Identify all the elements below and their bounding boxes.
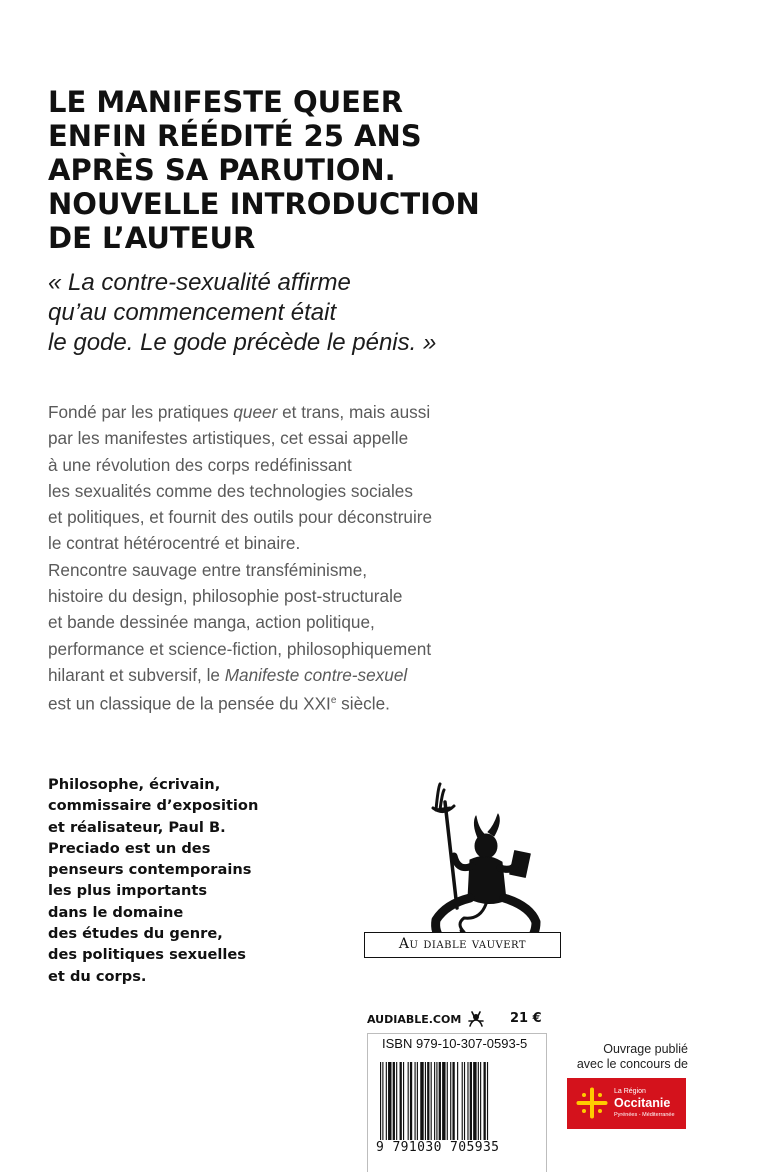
- barcode-bar: [415, 1062, 416, 1140]
- quote-line: le gode. Le gode précède le pénis. »: [48, 329, 437, 356]
- barcode-bar: [393, 1062, 395, 1140]
- publisher-name-banner: [364, 932, 561, 958]
- support-line: Ouvrage publié: [603, 1042, 688, 1056]
- publisher-website: AUDIABLE.COM: [367, 1013, 462, 1026]
- blurb-line: performance et science-fiction, philosophiquement: [48, 638, 432, 659]
- barcode-bar: [462, 1062, 463, 1140]
- barcode-bar: [439, 1062, 441, 1140]
- barcode-bar: [396, 1062, 397, 1140]
- barcode-bar: [380, 1062, 381, 1140]
- barcode-bar: [480, 1062, 481, 1140]
- headline-line: NOUVELLE INTRODUCTION: [48, 187, 480, 221]
- bio-line: dans le domaine: [48, 903, 184, 921]
- headline-line: APRÈS SA PARUTION.: [48, 153, 396, 187]
- barcode-bar: [400, 1062, 402, 1140]
- emphasis-queer: queer: [233, 402, 278, 422]
- barcode-bar: [487, 1062, 488, 1140]
- blurb-line: hilarant et subversif, le Manifeste contre-sexuel: [48, 664, 408, 685]
- barcode-bars: [380, 1062, 530, 1140]
- bio-line: des politiques sexuelles: [48, 946, 246, 964]
- publisher-name: Au diable vauvert: [398, 936, 527, 952]
- region-subtitle: Pyrénées - Méditerranée: [614, 1112, 675, 1118]
- barcode-bar: [478, 1062, 479, 1140]
- barcode-bar: [467, 1062, 468, 1140]
- author-bio: [48, 774, 328, 987]
- barcode-bar: [484, 1062, 486, 1140]
- mini-devil-icon: [467, 1010, 485, 1028]
- blurb-line: le contrat hétérocentré et binaire.: [48, 533, 301, 554]
- barcode-bar: [386, 1062, 387, 1140]
- blurb-line: par les manifestes artistiques, cet essai appelle: [48, 428, 409, 449]
- publisher-info-row: [367, 1010, 547, 1030]
- bio-line: et du corps.: [48, 967, 147, 985]
- barcode-bar: [442, 1062, 445, 1140]
- blurb-line: histoire du design, philosophie post-structurale: [48, 586, 403, 607]
- barcode-panel: [367, 1033, 547, 1172]
- bio-line: penseurs contemporains: [48, 861, 252, 879]
- blurb-line: les sexualités comme des technologies sociales: [48, 480, 413, 501]
- headline: [48, 85, 728, 255]
- blurb-text: [48, 399, 728, 717]
- barcode-bar: [427, 1062, 429, 1140]
- bio-line: et réalisateur, Paul B.: [48, 818, 226, 836]
- region-small-label: La Région: [614, 1088, 646, 1095]
- occitan-cross-icon: [576, 1087, 608, 1119]
- headline-line: ENFIN RÉÉDITÉ 25 ANS: [48, 119, 422, 153]
- quote-line: qu’au commencement était: [48, 299, 337, 326]
- book-title-emphasis: Manifeste contre-sexuel: [224, 664, 408, 685]
- pull-quote: [48, 268, 728, 358]
- blurb-line: à une révolution des corps redéfinissant: [48, 454, 352, 475]
- barcode-bar: [388, 1062, 391, 1140]
- barcode-bar: [382, 1062, 383, 1140]
- barcode-bar: [434, 1062, 435, 1140]
- barcode-bar: [457, 1062, 458, 1140]
- blurb-line: et politiques, et fournit des outils pour déconstruire: [48, 507, 433, 528]
- bio-line: Philosophe, écrivain,: [48, 776, 221, 793]
- barcode-bar: [450, 1062, 451, 1140]
- headline-line: DE L’AUTEUR: [48, 221, 256, 255]
- headline-line: LE MANIFESTE QUEER: [48, 85, 404, 119]
- support-line: avec le concours de: [576, 1057, 688, 1071]
- barcode-digits: 9 791030 705935: [376, 1140, 500, 1155]
- barcode-bar: [425, 1062, 426, 1140]
- blurb-line: et bande dessinée manga, action politique,: [48, 612, 375, 633]
- blurb-line: Fondé par les pratiques queer et trans, mais aussi: [48, 402, 431, 422]
- barcode-bar: [470, 1062, 472, 1140]
- barcode-bar: [464, 1062, 465, 1140]
- barcode-bar: [408, 1062, 409, 1140]
- barcode-bar: [403, 1062, 404, 1140]
- bio-line: des études du genre,: [48, 925, 223, 943]
- blurb-line: Rencontre sauvage entre transféminisme,: [48, 559, 368, 580]
- quote-line: « La contre-sexualité affirme: [48, 269, 351, 296]
- barcode-bar: [452, 1062, 454, 1140]
- bio-line: Preciado est un des: [48, 839, 211, 857]
- barcode-bar: [417, 1062, 418, 1140]
- bio-line: les plus importants: [48, 882, 208, 900]
- barcode-bar: [447, 1062, 448, 1140]
- barcode-bar: [431, 1062, 432, 1140]
- region-name: Occitanie: [614, 1096, 671, 1110]
- barcode-bar: [410, 1062, 412, 1140]
- barcode-bar: [473, 1062, 476, 1140]
- region-occitanie-logo: [567, 1078, 686, 1129]
- bio-line: commissaire d’exposition: [48, 797, 259, 815]
- price: 21 €: [510, 1011, 542, 1026]
- support-notice: [560, 1042, 688, 1072]
- barcode-bar: [420, 1062, 423, 1140]
- barcode-bar: [436, 1062, 437, 1140]
- isbn-number: ISBN 979-10-307-0593-5: [382, 1036, 528, 1051]
- blurb-line: est un classique de la pensée du XXIe siècle.: [48, 694, 390, 714]
